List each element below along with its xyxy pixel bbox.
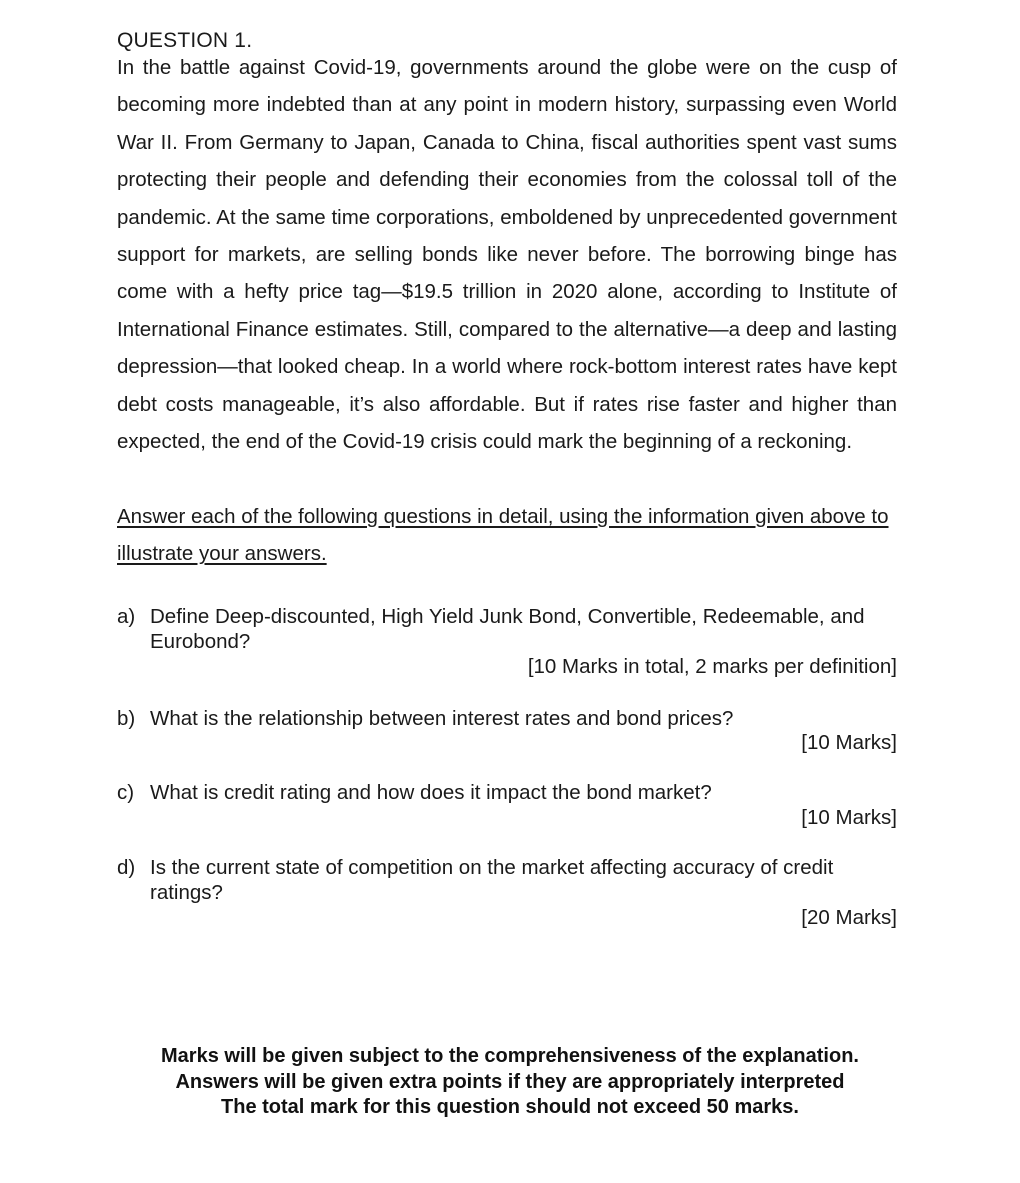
question-b-letter: b) xyxy=(117,707,136,730)
question-c-letter: c) xyxy=(117,781,135,804)
marking-note-line-2: Answers will be given extra points if they are appropriately interpreted xyxy=(175,1070,845,1093)
question-d xyxy=(117,855,899,905)
marking-note-line-3: The total mark for this question should not exceed 50 marks. xyxy=(221,1096,799,1118)
answer-instruction: Answer each of the following questions in detail, using the information given above to illustrate your answers. xyxy=(117,505,889,566)
question-b xyxy=(117,706,899,731)
question-c-text: What is credit rating and how does it impact the bond market? xyxy=(150,781,712,804)
question-a-marks: [10 Marks in total, 2 marks per definition] xyxy=(527,655,897,678)
question-a-letter: a) xyxy=(117,605,136,628)
question-d-text: Is the current state of competition on the market affecting accuracy of credit ratings? xyxy=(150,856,834,904)
question-a xyxy=(117,604,899,654)
question-a-text: Define Deep-discounted, High Yield Junk Bond, Convertible, Redeemable, and Eurobond? xyxy=(150,605,865,653)
case-passage: In the battle against Covid-19, governments around the globe were on the cusp of becoming more indebted than at any point in modern history, surpassing even World War II. From Germany to Japan, Canada to China, fiscal authorities spent vast sums protecting their people and defending their economies from the colossal toll of the pandemic. At the same time corporations, emboldened by unprecedented government support for markets, are selling bonds like never before. The borrowing binge has come with a hefty price tag—$19.5 trillion in 2020 alone, according to Institute of International Finance estimates. Still, compared to the alternative—a deep and lasting depression—that looked cheap. In a world where rock-bottom interest rates have kept debt costs manageable, it’s also affordable. But if rates rise faster and higher than expected, the end of the Covid-19 crisis could mark the beginning of a reckoning. xyxy=(117,56,897,454)
question-d-letter: d) xyxy=(117,856,136,879)
question-c xyxy=(117,780,899,805)
question-title: QUESTION 1. xyxy=(117,29,253,52)
question-d-marks: [20 Marks] xyxy=(801,906,897,929)
question-c-marks: [10 Marks] xyxy=(801,806,897,829)
question-b-marks: [10 Marks] xyxy=(801,731,897,754)
marking-note-line-1: Marks will be given subject to the comprehensiveness of the explanation. xyxy=(161,1045,859,1067)
marking-note xyxy=(0,1044,1020,1121)
question-b-text: What is the relationship between interest rates and bond prices? xyxy=(150,707,734,730)
